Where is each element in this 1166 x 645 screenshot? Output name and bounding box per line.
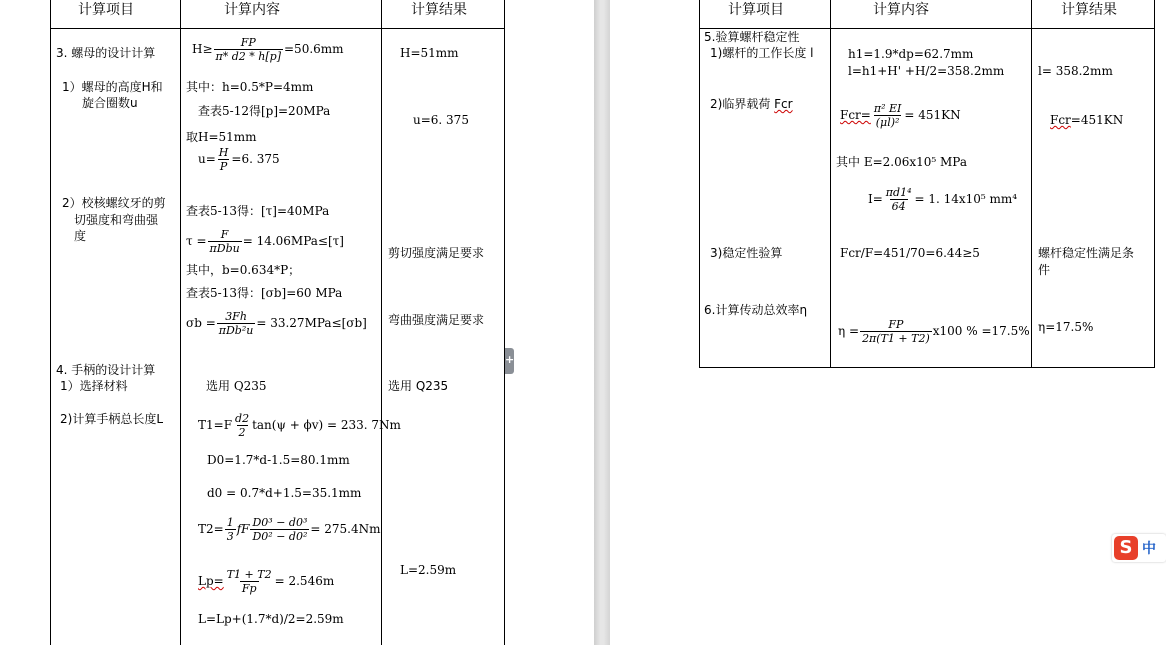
plus-icon: +	[505, 353, 515, 366]
formula-d0-outer: D0=1.7*d-1.5=80.1mm	[207, 453, 350, 467]
result-stable: 件	[1038, 263, 1051, 277]
table-border	[1031, 0, 1032, 368]
header-content: 计算内容	[873, 2, 929, 18]
result-l: L=2.59m	[400, 563, 457, 577]
formula-h: H≥ $\frac{FP}{\pi* d2 * h[p]}$ =50.6mm	[192, 36, 344, 63]
item-stability-title: 5.验算螺杆稳定性	[704, 30, 800, 44]
table-border	[699, 0, 700, 368]
page-splitter	[594, 0, 610, 645]
ime-mode-toggle[interactable]: 中	[1142, 541, 1156, 557]
formula-d0-inner: d0 = 0.7*d+1.5=35.1mm	[207, 486, 362, 500]
result-h: H=51mm	[400, 46, 459, 60]
item-nut-title: 3. 螺母的设计计算	[56, 46, 156, 60]
table-border	[1154, 0, 1155, 368]
document-page-right	[610, 0, 1166, 645]
result-stable: 螺杆稳定性满足条	[1038, 246, 1135, 260]
result-l: l= 358.2mm	[1038, 64, 1113, 78]
sogou-logo-icon[interactable]: S	[1114, 536, 1138, 560]
formula-fcr: Fcr= $\frac{\text{π² EI}}{\text{(μl)²}}$ = 451KN	[840, 102, 961, 129]
header-divider	[50, 28, 505, 29]
note-table-p: 查表5-12得[p]=20MPa	[198, 104, 331, 118]
formula-u: u= $\frac{H}{P}$ =6. 375	[198, 146, 280, 173]
formula-t2: T2= $\frac{1}{3}$ fF $\frac{\text{D0³ − d0³}}{\text{D0² − d0²}}$ = 275.4Nm	[198, 516, 381, 543]
formula-lp: Lp= $\frac{T1 + T2}{Fp}$ = 2.546m	[198, 568, 335, 595]
table-border	[504, 0, 505, 645]
result-eta: η=17.5%	[1038, 320, 1094, 334]
result-u: u=6. 375	[413, 113, 469, 127]
item-handle-length: 2)计算手柄总长度L	[60, 412, 164, 426]
item-thread-check: 度	[74, 229, 87, 243]
item-material: 1）选择材料	[60, 379, 128, 393]
item-handle-title: 4. 手柄的设计计算	[56, 363, 156, 377]
formula-tau: τ = $\frac{F}{\text{πDbu}}$ = 14.06MPa≤[τ]	[186, 228, 344, 255]
note-modulus: 其中 E=2.06x10⁵ MPa	[836, 155, 967, 169]
item-thread-check: 切强度和弯曲强	[74, 213, 159, 227]
result-select: 选用 Q235	[388, 379, 449, 393]
formula-l: l=h1+H' +H/2=358.2mm	[848, 64, 1005, 78]
formula-h1: h1=1.9*dp=62.7mm	[848, 47, 974, 61]
result-bend: 弯曲强度满足要求	[388, 313, 485, 327]
note-table-sigma: 查表5-13得：[σb]=60 MPa	[186, 286, 343, 300]
formula-t1: T1=F $\frac{d2}{2}$ tan(ψ + ϕv) = 233. 7Nm	[198, 412, 401, 439]
table-border	[50, 0, 51, 645]
table-bottom-border	[699, 367, 1155, 368]
note-b: 其中，b=0.634*P；	[186, 263, 301, 277]
item-stability-check: 3)稳定性验算	[710, 246, 783, 260]
header-result: 计算结果	[411, 2, 467, 18]
note-take-h: 取H=51mm	[186, 130, 257, 144]
formula-sigma: σb = $\frac{3Fh}{\text{πDb²u}}$ = 33.27MPa≤[σb]	[186, 310, 367, 337]
note-h: 其中：h=0.5*P=4mm	[186, 80, 314, 94]
header-item: 计算项目	[78, 2, 134, 18]
table-border	[381, 0, 382, 645]
table-border	[830, 0, 831, 368]
item-thread-check: 2）校核螺纹牙的剪	[62, 196, 166, 210]
item-critical-load: 2)临界载荷 Fcr	[710, 97, 793, 111]
item-efficiency: 6.计算传动总效率η	[704, 303, 808, 317]
item-nut-height: 1）螺母的高度H和	[62, 80, 163, 94]
table-border	[180, 0, 181, 645]
result-fcr: Fcr=451KN	[1050, 113, 1124, 127]
header-result: 计算结果	[1061, 2, 1117, 18]
header-content: 计算内容	[224, 2, 280, 18]
formula-inertia: I= $\frac{\text{πd1⁴}}{64}$ = 1. 14x10⁵ mm⁴	[868, 186, 1018, 213]
expand-panel-handle[interactable]	[505, 348, 514, 374]
result-shear: 剪切强度满足要求	[388, 246, 485, 260]
item-work-length: 1)螺杆的工作长度 l	[710, 46, 814, 60]
formula-l-total: L=Lp+(1.7*d)/2=2.59m	[198, 612, 344, 626]
formula-eta: η = $\frac{FP}{2\pi(T1 + T2)}$ x100 % =17.5%	[838, 318, 1030, 345]
item-nut-height: 旋合圈数u	[82, 96, 138, 110]
ime-toolbar[interactable]	[1112, 534, 1166, 562]
header-item: 计算项目	[728, 2, 784, 18]
note-select-material: 选用 Q235	[206, 379, 267, 393]
formula-ratio: Fcr/F=451/70=6.44≥5	[840, 246, 980, 260]
note-table-tau: 查表5-13得：[τ]=40MPa	[186, 204, 330, 218]
